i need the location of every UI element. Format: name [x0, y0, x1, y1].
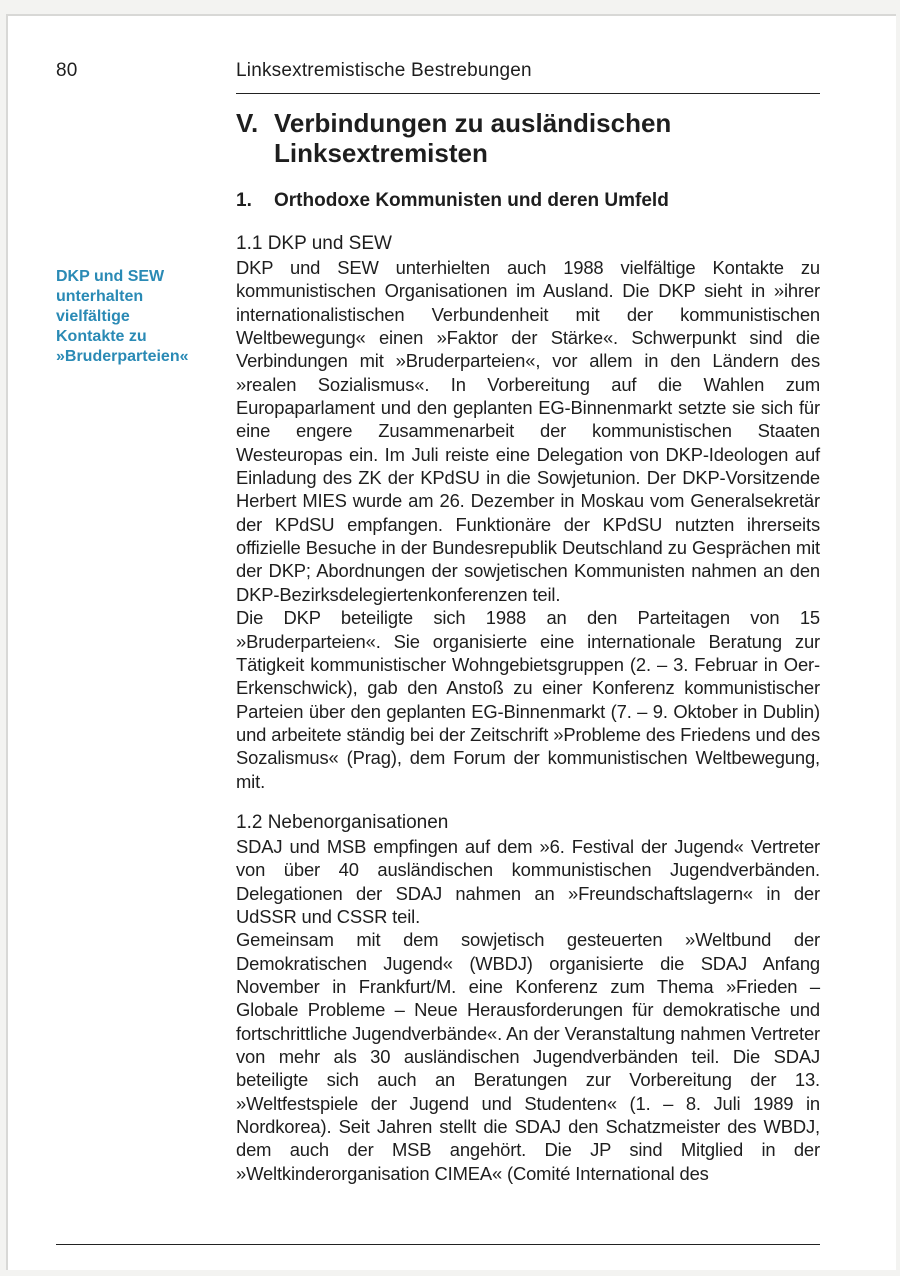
margin-note-line: DKP und SEW [56, 268, 165, 285]
margin-note-line: unterhalten [56, 288, 144, 305]
section-title: Orthodoxe Kommunisten und deren Umfeld [274, 190, 669, 211]
running-title: Linksextremistische Bestrebungen [236, 60, 532, 81]
subsection-heading-dkp-sew: 1.1 DKP und SEW [236, 233, 392, 254]
paragraph: SDAJ und MSB empfingen auf dem »6. Festival der Jugend« Vertreter von über 40 ausländischen kommunistischen Jugendverbänden. Delegationen der SDAJ nahmen an »Freundschaftslagern« in der UdSSR und CSSR teil. [236, 835, 820, 927]
chapter-title-line2: Linksextremisten [274, 138, 488, 168]
footer-rule [56, 1244, 820, 1245]
header-rule [236, 93, 820, 94]
paragraph: Gemeinsam mit dem sowjetisch gesteuerten »Weltbund der Demokratischen Jugend« (WBDJ) organisierte die SDAJ Anfang November in Frankfurt/M. eine Konferenz zum Thema »Frieden – Globale Probleme – Neue Herausforderungen für demokratische und fortschrittliche Jugendverbände«. An der Veranstaltung nahmen Vertreter von mehr als 30 ausländischen Jugendverbänden teil. Die SDAJ beteiligte sich auch an Beratungen zur Vorbereitung der 13. »Weltfestspiele der Jugend und Studenten« (1. – 8. Juli 1989 in Nordkorea). Seit Jahren stellt die SDAJ den Schatzmeister des WBDJ, dem auch der MSB angehört. Die JP sind Mitglied in der »Weltkinderorganisation CIMEA« (Comité International des [236, 929, 820, 1184]
section-number: 1. [236, 190, 252, 211]
body-column [236, 232, 820, 1185]
chapter-title-line1: Verbindungen zu ausländischen [274, 108, 672, 138]
chapter-title [236, 108, 826, 168]
chapter-number: V. [236, 108, 259, 138]
spacer [236, 793, 820, 811]
margin-note [56, 267, 216, 367]
page-number: 80 [56, 60, 78, 81]
section-heading [236, 190, 669, 212]
subsection-heading-nebenorganisationen: 1.2 Nebenorganisationen [236, 811, 449, 833]
paragraph: DKP und SEW unterhielten auch 1988 vielfältige Kontakte zu kommunistischen Organisationen im Ausland. Die DKP sieht in »ihrer internationalistischen Verbundenheit mit der kommunistischen Weltbewegung« einen »Faktor der Stärke«. Schwerpunkt sind die Verbindungen mit »Bruderparteien«, vor allem in den Ländern des »realen Sozialismus«. In Vorbereitung auf die Wahlen zum Europaparlament und den geplanten EG-Binnenmarkt setzte sie sich für eine engere Zusammenarbeit der kommunistischen Staaten Westeuropas ein. Im Juli reiste eine Delegation von DKP-Ideologen auf Einladung des ZK der KPdSU in die Sowjetunion. Der DKP-Vorsitzende Herbert MIES wurde am 26. Dezember in Moskau vom Generalsekretär der KPdSU empfangen. Funktionäre der KPdSU nutzten ihrerseits offizielle Besuche in der Bundesrepublik Deutschland zu Gesprächen mit der DKP; Abordnungen der sowjetischen Kommunisten nahmen an den DKP-Bezirksdelegiertenkonferenzen teil. [236, 257, 820, 605]
margin-note-line: Kontakte zu [56, 328, 147, 345]
margin-note-line: »Bruderparteien« [56, 348, 189, 365]
document-page [6, 14, 896, 1270]
margin-note-line: vielfältige [56, 308, 130, 325]
paragraph: Die DKP beteiligte sich 1988 an den Parteitagen von 15 »Bruderparteien«. Sie organisierte eine internationale Beratung zur Tätigkeit kommunistischer Wohngebietsgruppen (2. – 3. Februar in Oer-Erkenschwick), gab den Anstoß zu einer Konferenz kommunistischer Parteien über den geplanten EG-Binnenmarkt (7. – 9. Oktober in Dublin) und arbeitete ständig bei der Zeitschrift »Probleme des Friedens und des Sozalismus« (Prag), dem Forum der kommunistischen Weltbewegung, mit. [236, 607, 820, 792]
